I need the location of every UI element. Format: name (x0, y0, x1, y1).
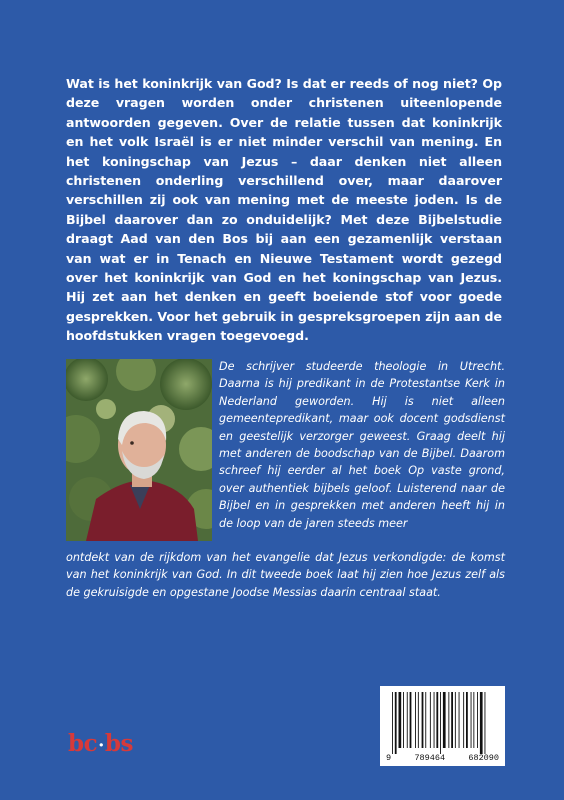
isbn-lead-digit: 9 (386, 753, 392, 763)
logo-part1: bc (68, 730, 98, 757)
publisher-logo (68, 730, 133, 757)
barcode-bars (380, 686, 505, 754)
back-cover-blurb: Wat is het koninkrijk van God? Is dat er reeds of nog niet? Op deze vragen worden onder christenen uiteenlopende antwoorden gegeven. Over de relatie tussen dat koninkrijk en het volk Israël is er niet minder verschil van mening. En het koningschap van Jezus – daar denken niet alleen christenen onderling verschillend over, maar daarover verschillen zij ook van mening met de meeste joden. Is de Bijbel daarover dan zo onduidelijk? Met deze Bijbelstudie draagt Aad van den Bos bij aan een gezamenlijk verstaan van wat er in Tenach en Nieuwe Testament wordt gezegd over het koninkrijk van God en het koningschap van Jezus. Hij zet aan het denken en geeft boeiende stof voor goede gesprekken. Voor het gebruik in gespreksgroepen zijn aan de hoofdstukken vragen toegevoegd. (66, 76, 502, 344)
author-photo (66, 359, 212, 541)
isbn-group1: 789464 (414, 753, 446, 763)
logo-part2: bs (104, 730, 133, 757)
logo-separator: · (98, 735, 104, 756)
author-bio-part1: De schrijver studeerde theologie in Utrecht. Daarna is hij predikant in de Protestantse Kerk in Nederland geworden. Hij is niet alleen gemeentepredikant, maar ook docent godsdienst en geestelijk verzorger geweest. Graag deelt hij met anderen de boodschap van de Bijbel. Daarom schreef hij eerder al het boek Op vaste grond, over authentiek bijbels geloof. Luisterend naar de Bijbel en in gesprekken met anderen heeft hij in de loop van de jaren steeds meer (219, 360, 505, 530)
isbn-number (380, 753, 505, 763)
isbn-barcode (380, 686, 505, 766)
isbn-group2: 682090 (468, 753, 499, 763)
author-bio-part2: ontdekt van de rijkdom van het evangelie dat Jezus verkondigde: de komst van het koninkrijk van God. In dit tweede boek laat hij zien hoe Jezus zelf als de gekruisigde en opgestane Joodse Messias daarin centraal staat. (66, 551, 505, 599)
